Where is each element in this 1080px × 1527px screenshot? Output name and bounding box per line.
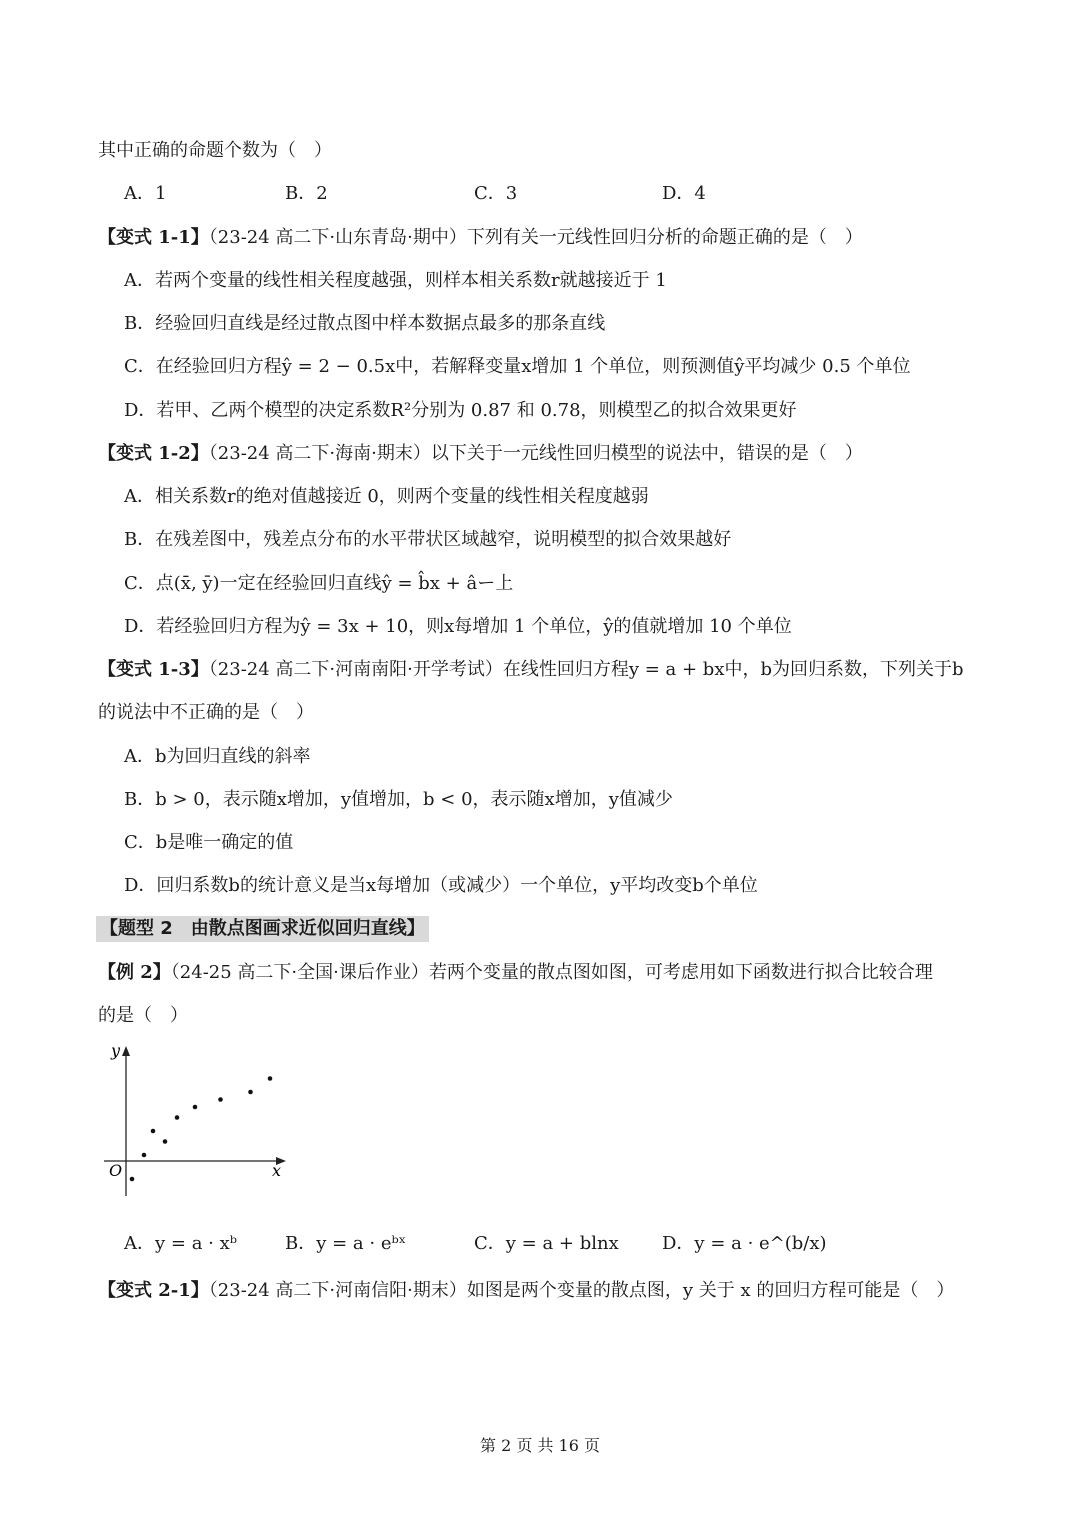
section-heading: 【题型 2 由散点图画求近似回归直线】 xyxy=(96,916,429,942)
v13-text: （23-24 高二下·河南南阳·开学考试）在线性回归方程y = a + bx中，b为回归系数，下列关于b xyxy=(208,659,964,680)
ex2-option-c: C．y = a + blnx xyxy=(474,1233,619,1254)
ex2-option-d: D．y = a · e^(b/x) xyxy=(662,1233,827,1254)
q1-option-b: B．2 xyxy=(285,183,328,204)
x-axis-label: x xyxy=(272,1161,282,1180)
scatter-points xyxy=(130,1076,273,1181)
v11-text: （23-24 高二下·山东青岛·期中）下列有关一元线性回归分析的命题正确的是（ ） xyxy=(208,227,863,248)
v11-question xyxy=(98,226,863,250)
v13-tag: 【变式 1-3】 xyxy=(98,659,209,680)
ex2-options xyxy=(0,1232,1080,1256)
ex2-question xyxy=(98,961,933,985)
v11-option-a: A．若两个变量的线性相关程度越强，则样本相关系数r就越接近于 1 xyxy=(124,270,667,291)
v12-question xyxy=(98,442,863,466)
v21-tag: 【变式 2-1】 xyxy=(98,1280,209,1301)
scatter-point-3 xyxy=(151,1129,156,1134)
y-axis-label: y xyxy=(111,1041,121,1060)
v11-option-c: C．在经验回归方程ŷ = 2 − 0.5x中，若解释变量x增加 1 个单位，则预测值ŷ平均减少 0.5 个单位 xyxy=(124,356,911,377)
v11-option-d: D．若甲、乙两个模型的决定系数R²分别为 0.87 和 0.78，则模型乙的拟合效果更好 xyxy=(124,400,797,421)
v12-text: （23-24 高二下·海南·期末）以下关于一元线性回归模型的说法中，错误的是（ ） xyxy=(208,443,863,464)
scatter-point-5 xyxy=(175,1115,180,1120)
v11-option-b: B．经验回归直线是经过散点图中样本数据点最多的那条直线 xyxy=(124,313,606,334)
v12-option-a: A．相关系数r的绝对值越接近 0，则两个变量的线性相关程度越弱 xyxy=(124,486,649,507)
q1-option-d: D．4 xyxy=(662,183,706,204)
origin-label: O xyxy=(109,1161,123,1180)
scatter-point-6 xyxy=(193,1105,198,1110)
page-footer: 第 2 页 共 16 页 xyxy=(480,1436,600,1455)
v13-question-cont: 的说法中不正确的是（ ） xyxy=(98,702,314,723)
v12-option-b: B．在残差图中，残差点分布的水平带状区域越窄，说明模型的拟合效果越好 xyxy=(124,529,732,550)
v12-tag: 【变式 1-2】 xyxy=(98,443,209,464)
q1-stem: 其中正确的命题个数为（ ） xyxy=(98,140,332,161)
v13-option-d: D．回归系数b的统计意义是当x每增加（或减少）一个单位，y平均改变b个单位 xyxy=(124,875,758,896)
v13-option-b: B．b > 0，表示随x增加，y值增加，b < 0，表示随x增加，y值减少 xyxy=(124,789,673,810)
q1-option-c: C．3 xyxy=(474,183,518,204)
scatter-point-2 xyxy=(142,1153,147,1158)
q1-option-a: A．1 xyxy=(124,183,167,204)
v11-tag: 【变式 1-1】 xyxy=(98,227,209,248)
v13-option-a: A．b为回归直线的斜率 xyxy=(124,746,311,767)
v13-option-c: C．b是唯一确定的值 xyxy=(124,832,294,853)
scatter-point-1 xyxy=(130,1177,135,1182)
v13-question xyxy=(98,658,964,682)
scatter-point-4 xyxy=(163,1139,168,1144)
scatter-plot xyxy=(96,1036,296,1200)
scatter-point-8 xyxy=(248,1090,253,1095)
scatter-point-7 xyxy=(218,1097,223,1102)
q1-options xyxy=(0,182,1080,206)
v12-option-c: C．点(x̄, ȳ)一定在经验回归直线ŷ = b̂x + âー上 xyxy=(124,573,514,594)
v12-option-d: D．若经验回归方程为ŷ = 3x + 10，则x每增加 1 个单位，ŷ的值就增加 10 个单位 xyxy=(124,616,792,637)
ex2-option-a: A．y = a · xᵇ xyxy=(124,1233,237,1254)
ex2-question-cont: 的是（ ） xyxy=(98,1005,188,1026)
ex2-tag: 【例 2】 xyxy=(98,962,171,983)
scatter-point-9 xyxy=(268,1076,273,1081)
ex2-text: （24-25 高二下·全国·课后作业）若两个变量的散点图如图，可考虑用如下函数进行拟合比较合理 xyxy=(170,962,933,983)
y-axis-arrow xyxy=(122,1046,130,1056)
v21-text: （23-24 高二下·河南信阳·期末）如图是两个变量的散点图，y 关于 x 的回归方程可能是（ ） xyxy=(208,1280,955,1301)
ex2-option-b: B．y = a · eᵇˣ xyxy=(285,1233,407,1254)
v21-question xyxy=(98,1279,954,1303)
